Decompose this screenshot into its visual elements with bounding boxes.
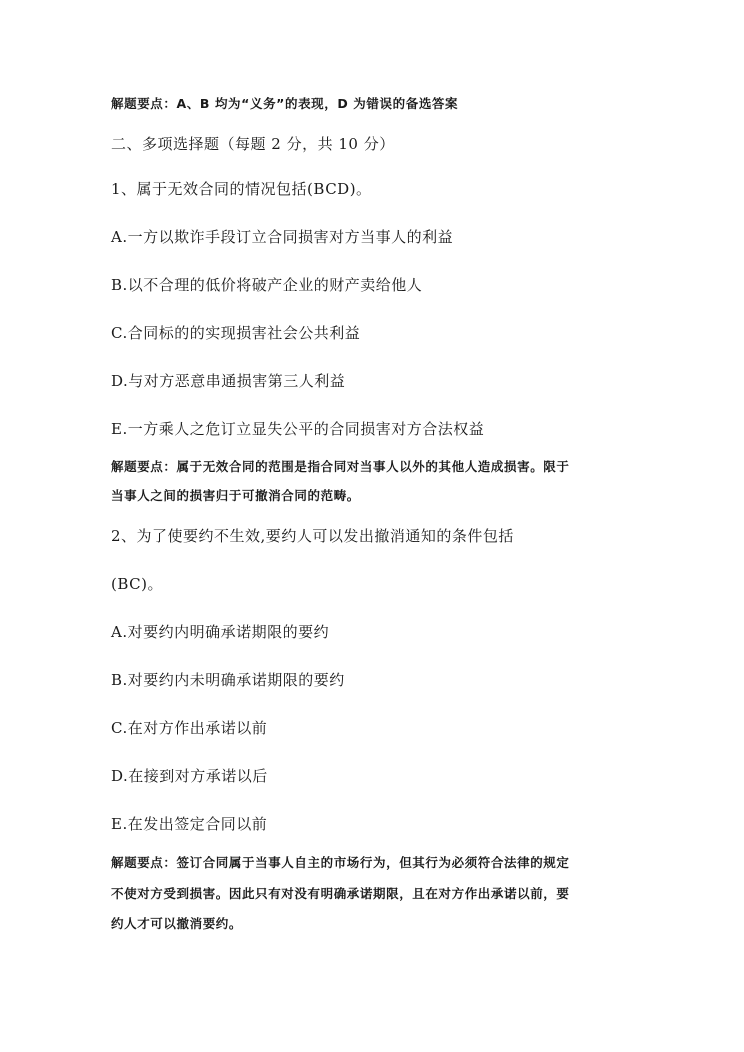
question-1-option-b: B.以不合理的低价将破产企业的财产卖给他人 — [111, 276, 423, 294]
question-2-option-e: E.在发出签定合同以前 — [111, 815, 268, 833]
question-1-stem: 1、属于无效合同的情况包括(BCD)。 — [111, 180, 372, 198]
question-2-option-d: D.在接到对方承诺以后 — [111, 767, 268, 785]
question-1-option-c: C.合同标的的实现损害社会公共利益 — [111, 324, 361, 342]
question-1-option-a: A.一方以欺诈手段订立合同损害对方当事人的利益 — [111, 228, 454, 246]
question-2-answer-note-line-2: 不使对方受到损害。因此只有对没有明确承诺期限，且在对方作出承诺以前，要 — [111, 886, 570, 901]
question-1-option-d: D.与对方恶意串通损害第三人利益 — [111, 372, 346, 390]
question-2-stem-line-2: (BC)。 — [111, 575, 163, 593]
question-1-answer-note-line-1: 解题要点：属于无效合同的范围是指合同对当事人以外的其他人造成损害。限于 — [111, 459, 570, 474]
question-2-option-b: B.对要约内未明确承诺期限的要约 — [111, 671, 345, 689]
question-1-option-e: E.一方乘人之危订立显失公平的合同损害对方合法权益 — [111, 420, 485, 438]
question-2-option-a: A.对要约内明确承诺期限的要约 — [111, 623, 330, 641]
section-heading: 二、多项选择题（每题 2 分，共 10 分） — [111, 135, 395, 153]
question-2-answer-note-line-1: 解题要点：签订合同属于当事人自主的市场行为，但其行为必须符合法律的规定 — [111, 855, 570, 870]
question-1-answer-note-line-2: 当事人之间的损害归于可撤消合同的范畴。 — [111, 488, 360, 503]
question-2-option-c: C.在对方作出承诺以前 — [111, 719, 268, 737]
answer-note-previous: 解题要点：A、B 均为“义务”的表现，D 为错误的备选答案 — [111, 96, 459, 111]
question-2-stem-line-1: 2、为了使要约不生效,要约人可以发出撤消通知的条件包括 — [111, 527, 514, 545]
question-2-answer-note-line-3: 约人才可以撤消要约。 — [111, 916, 243, 931]
